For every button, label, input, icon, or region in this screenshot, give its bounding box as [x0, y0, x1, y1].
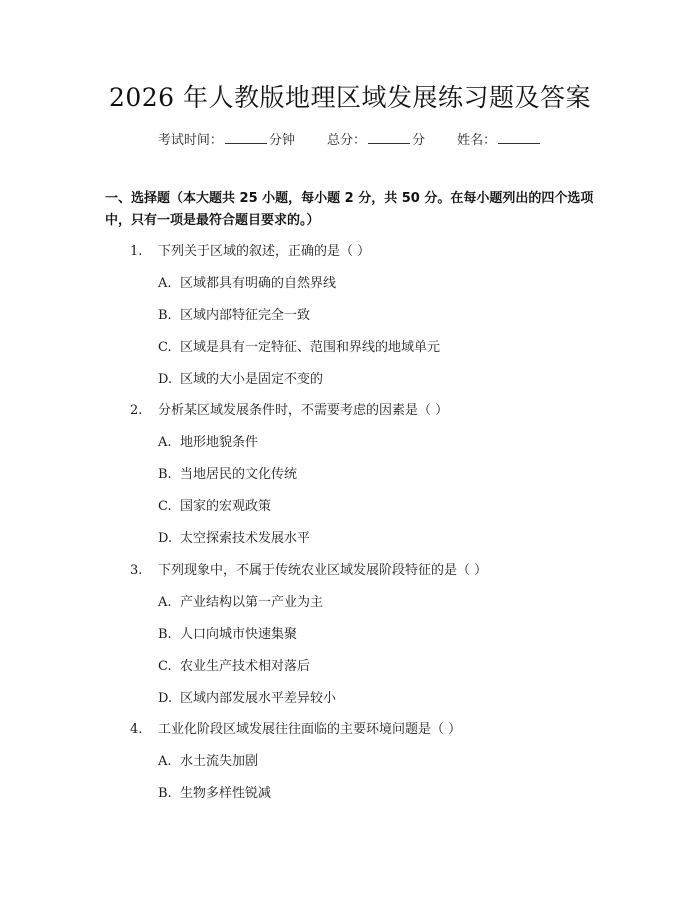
- total-score-label: 总分：: [326, 133, 366, 148]
- option-3a[interactable]: [158, 593, 323, 613]
- option-3c[interactable]: [158, 657, 310, 677]
- option-3b[interactable]: [158, 625, 297, 645]
- option-text: 人口向城市快速集聚: [180, 627, 298, 642]
- option-letter: A.: [158, 435, 172, 450]
- option-text: 区域内部特征完全一致: [180, 308, 311, 323]
- option-1c[interactable]: [158, 338, 440, 358]
- question-text: 工业化阶段区域发展往往面临的主要环境问题是（ ）: [158, 722, 462, 737]
- option-text: 地形地貌条件: [180, 435, 259, 450]
- option-letter: C.: [158, 499, 172, 514]
- question-4: [130, 720, 461, 740]
- exam-time-blank[interactable]: [225, 131, 267, 144]
- option-text: 区域都具有明确的自然界线: [180, 276, 337, 291]
- option-4a[interactable]: [158, 752, 258, 772]
- option-letter: A.: [158, 276, 172, 291]
- option-1d[interactable]: [158, 370, 323, 390]
- page-title: 2026 年人教版地理区域发展练习题及答案: [108, 83, 592, 112]
- option-text: 区域的大小是固定不变的: [180, 372, 324, 387]
- question-2: [130, 401, 448, 421]
- question-number: 3.: [130, 563, 143, 578]
- total-score-unit: 分: [412, 133, 426, 148]
- option-2c[interactable]: [158, 497, 271, 517]
- option-text: 国家的宏观政策: [180, 499, 272, 514]
- option-4b[interactable]: [158, 784, 271, 804]
- option-letter: C.: [158, 340, 172, 355]
- option-letter: B.: [158, 308, 172, 323]
- option-text: 当地居民的文化传统: [180, 467, 298, 482]
- option-1a[interactable]: [158, 274, 336, 294]
- option-letter: D.: [158, 691, 173, 706]
- exam-time-unit: 分钟: [268, 133, 295, 148]
- option-letter: B.: [158, 467, 172, 482]
- option-2d[interactable]: [158, 529, 310, 549]
- option-text: 区域内部发展水平差异较小: [180, 691, 337, 706]
- option-text: 水土流失加剧: [180, 754, 259, 769]
- student-name-label: 姓名：: [457, 133, 497, 148]
- option-3d[interactable]: [158, 689, 336, 709]
- student-name-blank[interactable]: [498, 131, 540, 144]
- question-number: 1.: [130, 244, 143, 259]
- exam-time-field: [158, 130, 295, 152]
- option-1b[interactable]: [158, 306, 310, 326]
- section-heading: 一、选择题（本大题共 25 小题，每小题 2 分，共 50 分。在每小题列出的四个选项中，只有一项是最符合题目要求的。）: [105, 191, 594, 228]
- question-text: 下列现象中，不属于传统农业区域发展阶段特征的是（ ）: [158, 563, 488, 578]
- option-letter: B.: [158, 786, 172, 801]
- total-score-blank[interactable]: [368, 131, 410, 144]
- option-text: 生物多样性锐减: [180, 786, 272, 801]
- option-2a[interactable]: [158, 433, 258, 453]
- option-letter: D.: [158, 372, 173, 387]
- option-letter: C.: [158, 659, 172, 674]
- question-1: [130, 242, 370, 262]
- question-text: 下列关于区域的叙述，正确的是（ ）: [158, 244, 371, 259]
- question-text: 分析某区域发展条件时，不需要考虑的因素是（ ）: [158, 403, 449, 418]
- option-letter: D.: [158, 531, 173, 546]
- exam-time-label: 考试时间：: [157, 133, 223, 148]
- option-letter: A.: [158, 595, 172, 610]
- exam-info-line: [0, 130, 700, 152]
- question-3: [130, 561, 487, 581]
- option-text: 农业生产技术相对落后: [180, 659, 311, 674]
- option-text: 区域是具有一定特征、范围和界线的地域单元: [180, 340, 441, 355]
- total-score-field: [327, 130, 425, 152]
- option-letter: A.: [158, 754, 172, 769]
- student-name-field: [457, 130, 542, 152]
- option-letter: B.: [158, 627, 172, 642]
- option-text: 太空探索技术发展水平: [180, 531, 311, 546]
- question-number: 2.: [130, 403, 143, 418]
- option-2b[interactable]: [158, 465, 297, 485]
- option-text: 产业结构以第一产业为主: [180, 595, 324, 610]
- question-number: 4.: [130, 722, 143, 737]
